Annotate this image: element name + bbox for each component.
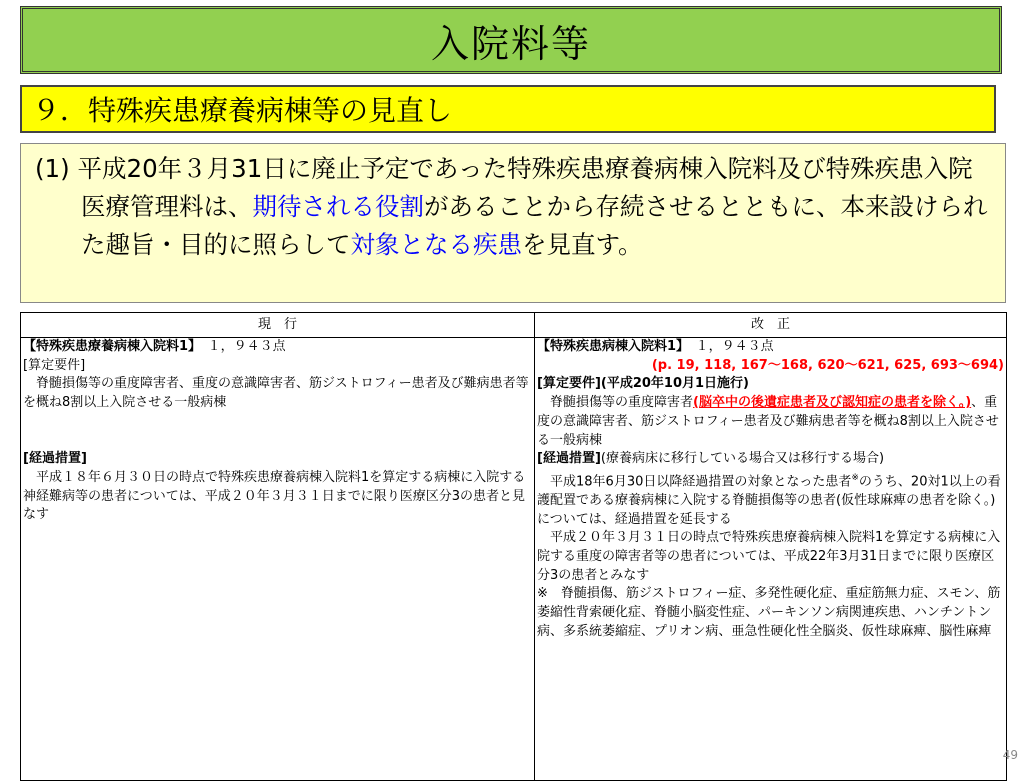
- section-heading: [20, 85, 996, 133]
- revised-trans-2: 平成２０年３月３１日の時点で特殊疾患療養病棟入院料1を算定する病棟に入院する重度の障害者等の患者については、平成22年3月31日までに限り医療区分3の患者とみなす: [537, 530, 1001, 583]
- revised-page-refs: (p. 19, 118, 167～168, 620～621, 625, 693～694): [651, 357, 1004, 373]
- header-revised: 改 正: [535, 313, 1007, 338]
- summary-part-2: があることから存続させるとともに、本来設けられた趣旨・目的に照らして: [81, 192, 988, 259]
- header-current: 現 行: [21, 313, 535, 338]
- revised-name: 【特殊疾患病棟入院料1】: [537, 339, 683, 354]
- spacer: [23, 413, 532, 432]
- comparison-table: [20, 312, 1007, 781]
- revised-req-line: [537, 375, 1004, 394]
- table-row: [21, 338, 1007, 781]
- current-req-text: [23, 375, 532, 412]
- revised-trans-line: [537, 450, 1004, 469]
- revised-trans-1b: のうち、20対1以上の看護配置である療養病棟に入院する脊髄損傷等の患者(仮性球麻痺の患者を除く。)については、経過措置を延長する: [537, 474, 1001, 527]
- revised-req-label: [算定要件]: [537, 376, 601, 392]
- revised-trans-text1: [537, 469, 1004, 529]
- current-trans-text: [23, 469, 532, 525]
- slide-title: [20, 6, 1002, 74]
- current-trans-body: 平成１８年６月３０日の時点で特殊疾患療養病棟入院料1を算定する病棟に入院する神経難病等の患者については、平成２０年３月３１日までに限り医療区分3の患者と見なす: [23, 469, 526, 523]
- revised-req-part2: 、重度の意識障害者、筋ジストロフィー患者及び難病患者等を概ね8割以上入院させる一般病棟: [537, 395, 999, 448]
- revised-req-text: [537, 394, 1004, 450]
- current-cell: [21, 338, 535, 781]
- current-req-label: [算定要件]: [23, 357, 86, 373]
- revised-footnote: ※ 脊髄損傷、筋ジストロフィー症、多発性硬化症、重症筋無力症、スモン、筋萎縮性背索硬化症、脊髄小脳変性症、パーキンソン病関連疾患、ハンチントン病、多系統萎縮症、プリオン病、亜急性硬化性全脳炎、仮性球麻痺、脳性麻痺: [537, 586, 1001, 639]
- current-name: 【特殊疾患療養病棟入院料1】: [23, 339, 195, 354]
- summary-text: [35, 150, 993, 264]
- current-req-body: 脊髄損傷等の重度障害者、重度の意識障害者、筋ジストロフィー患者及び難病患者等を概ね8割以上入院させる一般病棟: [23, 376, 529, 411]
- summary-box: [20, 143, 1006, 303]
- revised-trans-cond: (療養病床に移行している場合又は移行する場合): [600, 451, 885, 467]
- revised-trans-text2: [537, 529, 1004, 585]
- table-header-row: [21, 313, 1007, 338]
- summary-part-1: (1) 平成20年３月31日に廃止予定であった特殊疾患療養病棟入院料及び特殊疾患入院医療管理料は、: [35, 154, 973, 221]
- revised-title-line: [537, 338, 1004, 357]
- revised-req-date: (平成20年10月1日施行): [600, 376, 750, 392]
- current-title-line: [23, 338, 532, 357]
- summary-highlight-disease: 対象となる疾患: [350, 230, 522, 259]
- summary-highlight-role: 期待される役割: [252, 192, 424, 221]
- revised-trans-label: [経過措置]: [537, 451, 601, 467]
- current-points: １，９４３点: [207, 339, 286, 354]
- revised-trans-1a: 平成18年6月30日以降経過措置の対象となった患者: [550, 474, 852, 490]
- revised-points: １，９４３点: [695, 339, 774, 354]
- revised-req-exclusion: (脳卒中の後遺症患者及び認知症の患者を除く。): [693, 395, 972, 411]
- current-trans-label: [経過措置]: [23, 451, 87, 467]
- revised-cell: [535, 338, 1007, 781]
- section-heading-text: ９．特殊疾患療養病棟等の見直し: [32, 94, 453, 127]
- page-number: 49: [1002, 748, 1018, 762]
- spacer: [23, 432, 532, 451]
- summary-part-3: を見直す。: [522, 230, 643, 259]
- revised-trans-mark: ※: [851, 472, 859, 483]
- revised-req-part1: 脊髄損傷等の重度障害者: [550, 395, 694, 411]
- slide-title-text: 入院料等: [430, 21, 591, 66]
